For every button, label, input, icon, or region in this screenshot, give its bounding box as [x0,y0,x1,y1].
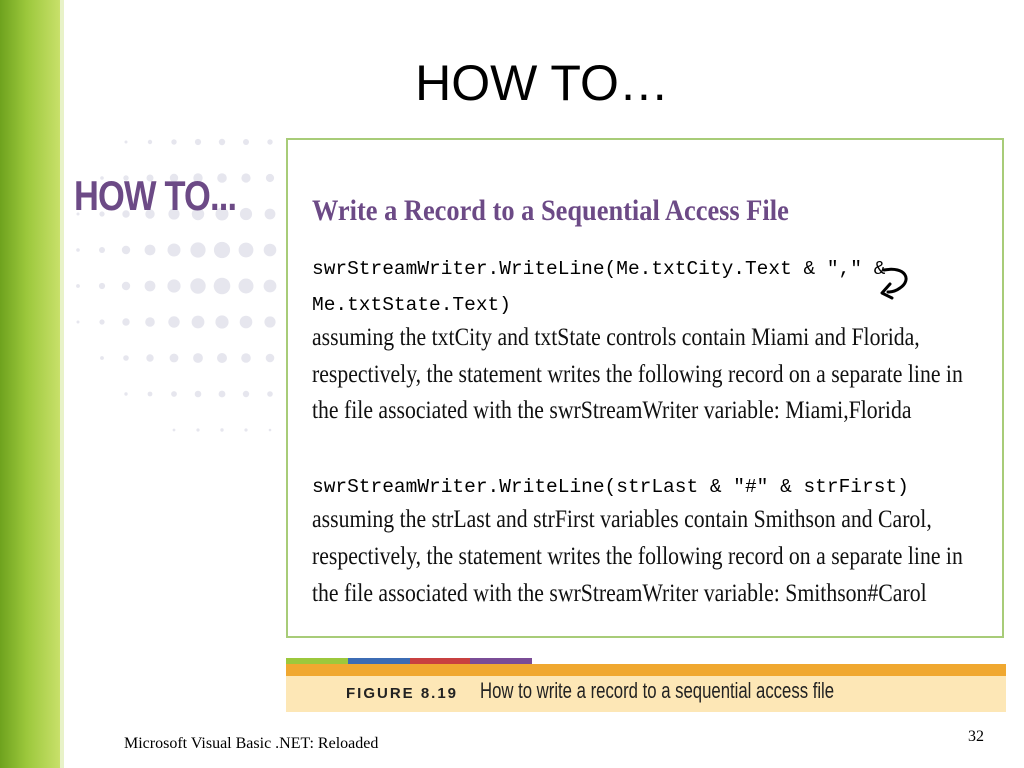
decorative-dot [192,316,205,329]
decorative-dot [195,391,202,398]
decorative-dot [148,140,152,144]
decorative-dot [171,139,176,144]
decorative-dot [196,428,199,431]
decorative-dot [145,317,155,327]
description-line: respectively, the statement writes the following record on a separate line in [312,361,963,388]
decorative-dot [241,173,250,182]
decorative-dot [243,391,249,397]
figure-heading: Write a Record to a Sequential Access File [312,194,789,227]
decorative-dot [195,139,201,145]
decorative-dot [215,315,228,328]
decorative-dot [190,242,205,257]
description-line: assuming the strLast and strFirst variables contain Smithson and Carol, [312,506,932,533]
decorative-dot [122,246,130,254]
decorative-dot [243,139,249,145]
decorative-dot [239,243,254,258]
decorative-dot [171,391,177,397]
description-line: the file associated with the swrStreamWriter variable: Smithson#Carol [312,580,927,607]
decorative-dot [220,428,223,431]
decorative-dot [244,428,247,431]
decorative-dot [146,354,153,361]
description-line: respectively, the statement writes the following record on a separate line in [312,543,963,570]
decorative-dot [168,316,179,327]
decorative-dot [170,354,179,363]
decorative-dot [167,279,180,292]
decorative-dot [122,318,129,325]
decorative-dot [168,244,181,257]
decorative-dot [123,355,129,361]
decorative-dot [240,208,252,220]
page-number: 32 [968,728,984,745]
code-line: Me.txtState.Text) [312,294,511,316]
decorative-dot [240,316,253,329]
decorative-dot [264,316,275,327]
decorative-dot [264,244,277,257]
decorative-dot [148,392,153,397]
decorative-dot [264,280,277,293]
decorative-dot [100,356,104,360]
caption-bar [286,664,1006,676]
decorative-dot [214,278,231,295]
decorative-dot [219,391,226,398]
decorative-dot [217,353,227,363]
decorative-dot [266,174,274,182]
decorative-dot [265,209,276,220]
decorative-dot [76,248,80,252]
code-line: swrStreamWriter.WriteLine(Me.txtCity.Text & "," & [312,258,886,280]
slide-footer: Microsoft Visual Basic .NET: Reloaded [124,735,379,752]
decorative-dot [99,283,105,289]
decorative-dot [241,353,251,363]
figure-caption: How to write a record to a sequential access file [480,678,835,703]
decorative-dot [122,282,130,290]
decorative-dot [125,141,128,144]
description-line: assuming the txtCity and txtState controls contain Miami and Florida, [312,324,920,351]
decorative-dot [269,429,272,432]
decorative-dot [190,278,205,293]
decorative-dot [239,279,254,294]
decorative-dot [267,391,273,397]
description-line: the file associated with the swrStreamWriter variable: Miami,Florida [312,397,912,424]
decorative-dot [77,321,80,324]
decorative-dot [266,354,275,363]
decorative-dot [99,247,105,253]
decorative-dot [99,319,104,324]
decorative-dot [173,429,176,432]
decorative-dot [145,281,156,292]
how-to-logo: HOW TO... [74,172,237,219]
decorative-dot [219,139,225,145]
code-line: swrStreamWriter.WriteLine(strLast & "#" & strFirst) [312,476,909,498]
decorative-dot [145,245,156,256]
figure-number: FIGURE 8.19 [346,685,459,702]
decorative-dot [193,353,203,363]
slide-title: HOW TO… [415,55,669,111]
decorative-dot [124,392,127,395]
decorative-dot [267,139,272,144]
line-continuation-arrow-icon [878,262,914,300]
decorative-dot [76,284,80,288]
decorative-dot [214,242,230,258]
